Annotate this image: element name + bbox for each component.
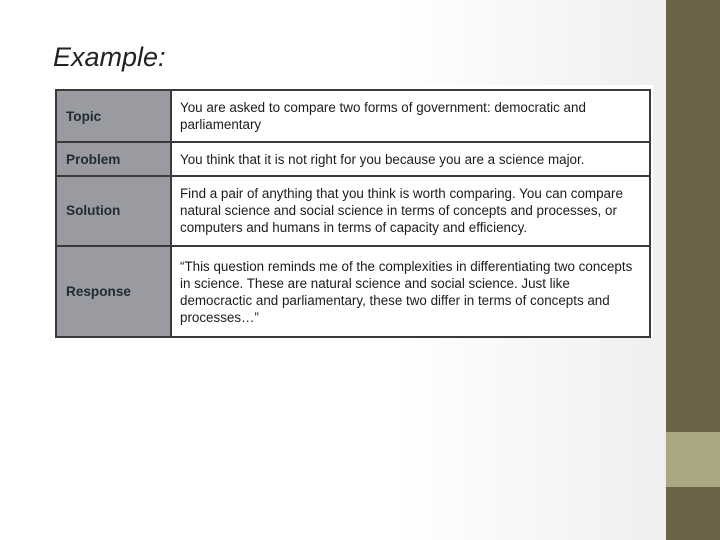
example-table	[55, 89, 651, 338]
row-label-response: Response	[56, 246, 171, 337]
row-text-problem: You think that it is not right for you because you are a science major.	[171, 142, 650, 175]
row-label-solution: Solution	[56, 176, 171, 247]
row-label-problem: Problem	[56, 142, 171, 175]
row-label-topic: Topic	[56, 90, 171, 142]
row-text-solution: Find a pair of anything that you think is worth comparing. You can compare natural science and social science in terms of concepts and processes, or computers and humans in terms of capacity and efficiency.	[171, 176, 650, 247]
table-row-topic	[56, 90, 650, 142]
example-table-container	[55, 85, 653, 338]
table-row-problem	[56, 142, 650, 175]
decorative-sidebar-accent	[666, 432, 720, 487]
table-row-solution	[56, 176, 650, 247]
row-text-topic: You are asked to compare two forms of government: democratic and parliamentary	[171, 90, 650, 142]
row-text-response: “This question reminds me of the complexities in differentiating two concepts in science. These are natural science and social science. Just like democractic and parliamentary, these two differ in terms of concepts and processes…”	[171, 246, 650, 337]
table-row-response	[56, 246, 650, 337]
slide-title: Example:	[53, 42, 166, 72]
